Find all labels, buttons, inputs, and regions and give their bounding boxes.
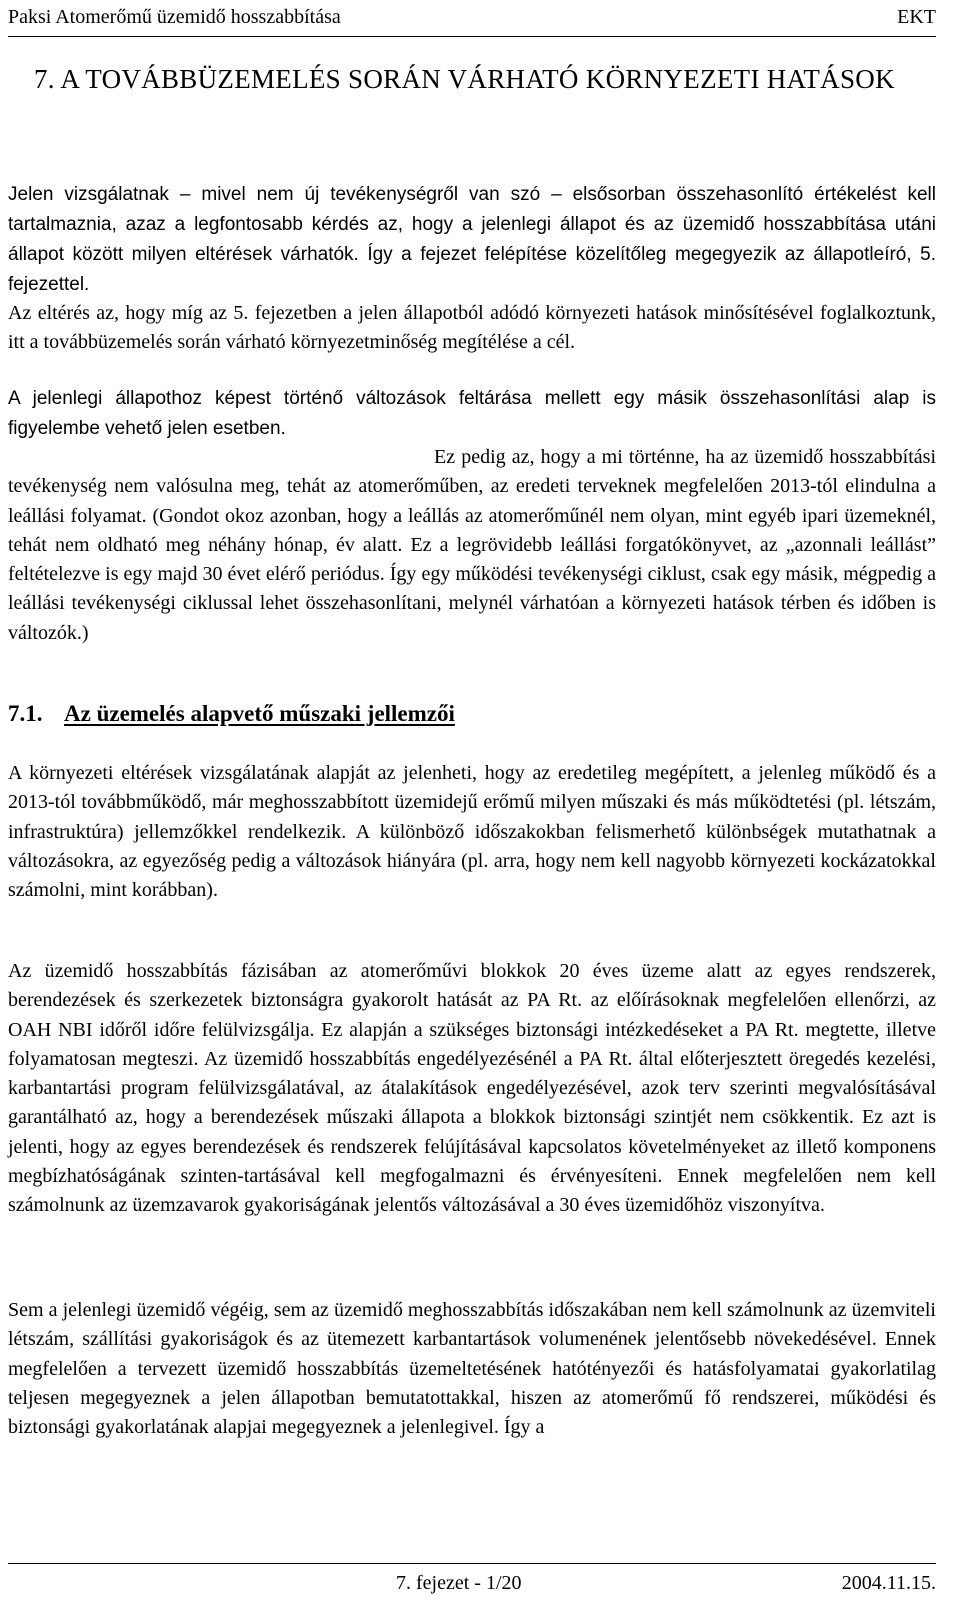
header-document-title: Paksi Atomerőmű üzemidő hosszabbítása (8, 6, 341, 28)
document-page (8, 0, 936, 1605)
footer-page-number: 7. fejezet - 1/20 (396, 1572, 522, 1594)
page-footer (8, 1568, 936, 1598)
section-number: 7.1. (8, 701, 43, 726)
section-paragraph-1: A környezeti eltérések vizsgálatának alapját az jelenheti, hogy az eredetileg megépített, a jelenleg működő és a 2013-tól továbbműködő, már meghosszabbított üzemidejű erőmű milyen műszaki és más működtetési (pl. létszám, infrastruktúra) jellemzőkkel rendelkezik. A különböző időszakokban felismerhető különbségek mutathatnak a változásokra, az egyezőség pedig a változások hiányára (pl. arra, hogy nem kell nagyobb környezeti kockázatokkal számolni, mint korábban). (8, 762, 936, 902)
section-paragraph-2: Az üzemidő hosszabbítás fázisában az atomerőművi blokkok 20 éves üzeme alatt az egyes rendszerek, berendezések és szerkezetek biztonságra gyakorolt hatását az PA Rt. az előírásoknak megfelelően ellenőrzi, az OAH NBI időről időre felülvizsgálja. Ez alapján a szükséges biztonsági intézkedéseket a PA Rt. megtette, illetve folyamatosan megteszi. Az üzemidő hosszabbítás engedélyezésénél a PA Rt. által előterjesztett öregedés kezelési, karbantartási program felülvizsgálatával, az átalakítások engedélyezésével, azok terv szerinti megvalósításával garantálható az, hogy a berendezések műszaki állapota a blokkok biztonsági szintjét nem csökkentik. Ez azt is jelenti, hogy az egyes berendezések és rendszerek felújításával kapcsolatos követelményeket az illető komponens megbízhatóságának szinten-tartásával kell megfogalmazni és érvényesíteni. Ennek megfelelően nem kell számolnunk az üzemzavarok gyakoriságának jelentős változásával a 30 éves üzemidőhöz viszonyítva. (8, 960, 936, 1217)
section-paragraph-3: Sem a jelenlegi üzemidő végéig, sem az üzemidő meghosszabbítás időszakában nem kell számolnunk az üzemviteli létszám, szállítási gyakoriságok és az ütemezett karbantartások volumenének jelentősebb növekedésével. Ennek megfelelően a tervezett üzemidő hosszabbítás üzemeltetésének hatótényezői és hatásfolyamatai gyakorlatilag teljesen megegyeznek a jelen állapotban bemutatottakkal, hiszen az atomerőmű fő rendszerei, működési és biztonsági gyakorlatának alapjai megegyeznek a jelenlegivel. Így a (8, 1299, 936, 1439)
intro-paragraph-2: Az eltérés az, hogy míg az 5. fejezetben a jelen állapotból adódó környezeti hatások minősítésével foglalkoztunk, itt a továbbüzemelés során várható környezetminőség megítélése a cél. (8, 302, 936, 354)
intro-paragraph-3: A jelenlegi állapothoz képest történő változások feltárása mellett egy másik összehasonlítási alap is figyelembe vehető jelen esetben. (8, 388, 936, 439)
intro-paragraph-1: Jelen vizsgálatnak – mivel nem új tevékenységről van szó – elsősorban összehasonlító értékelést kell tartalmaznia, azaz a legfontosabb kérdés az, hogy a jelenlegi állapot és az üzemidő hosszabbítása utáni állapot között milyen eltérések várhatók. Így a fejezet felépítése közelítőleg megegyezik az állapotleíró, 5. fejezettel. (8, 184, 936, 295)
intro-paragraph-4: Ez pedig az, hogy a mi történne, ha az üzemidő hosszabbítási tevékenység nem valósulna meg, tehát az atomerőműben, az eredeti terveknek megfelelően 2013-tól elindulna a leállási folyamat. (Gondot okoz azonban, hogy a leállás az atomerőműnél nem olyan, mint egyéb ipari üzemeknél, tehát nem oldható meg néhány hónap, év alatt. Ez a legrövidebb leállási forgatókönyvet, az „azonnali leállást” feltételezve is egy majd 30 évet elérő periódus. Így egy működési tevékenységi ciklust, csak egy másik, mégpedig a leállási tevékenységi ciklussal lehet összehasonlítani, melynél várhatóan a környezeti hatások térben és időben is változók.) (8, 446, 936, 644)
section-heading (8, 698, 455, 730)
footer-date: 2004.11.15. (841, 1572, 936, 1594)
page-header (8, 2, 936, 32)
chapter-title: 7. A TOVÁBBÜZEMELÉS SORÁN VÁRHATÓ KÖRNYEZETI HATÁSOK (34, 64, 895, 94)
section-title: Az üzemelés alapvető műszaki jellemzői (64, 701, 455, 726)
header-divider (8, 36, 936, 37)
header-code: EKT (897, 6, 936, 28)
footer-divider (8, 1563, 936, 1564)
